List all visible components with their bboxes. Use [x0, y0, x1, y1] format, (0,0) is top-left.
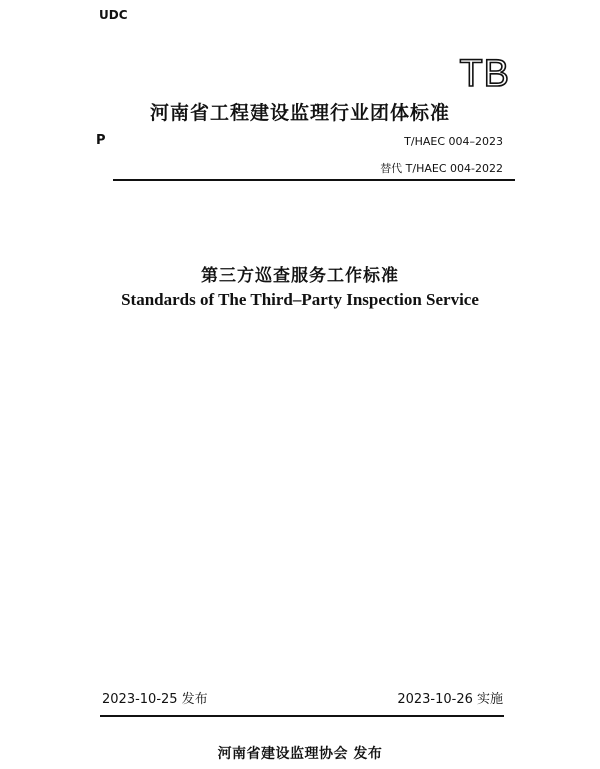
document-title-english: Standards of The Third–Party Inspection Service: [121, 290, 479, 309]
bottom-divider: [100, 715, 504, 717]
issue-date: 2023-10-25 发布: [102, 692, 208, 707]
top-divider: [113, 179, 515, 181]
classification-code: P: [96, 133, 106, 148]
tb-mark: TB: [459, 53, 510, 95]
series-title: 河南省工程建设监理行业团体标准: [149, 102, 450, 124]
replaces-code: 替代 T/HAEC 004-2022: [380, 162, 503, 175]
publisher: 河南省建设监理协会 发布: [217, 746, 383, 762]
document-title-chinese: 第三方巡查服务工作标准: [201, 266, 399, 286]
udc-label: UDC: [99, 8, 128, 22]
standard-code: T/HAEC 004–2023: [404, 135, 503, 148]
implementation-date: 2023-10-26 实施: [397, 692, 503, 707]
